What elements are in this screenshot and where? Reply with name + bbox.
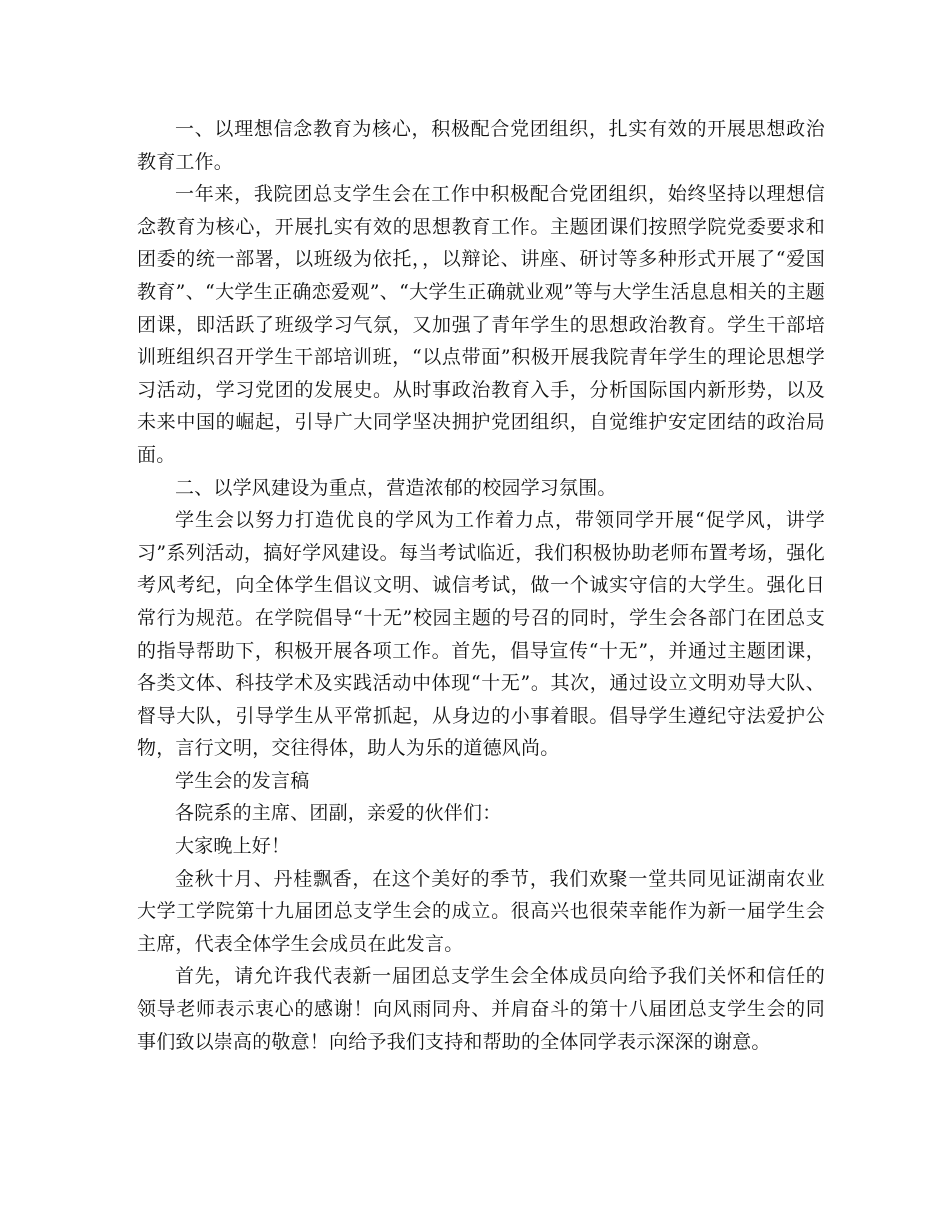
paragraph-heading-1: 一、以理想信念教育为核心，积极配合党团组织，扎实有效的开展思想政治教育工作。 xyxy=(137,118,825,173)
speech-title: 学生会的发言稿 xyxy=(175,769,310,792)
paragraph-heading-2: 二、以学风建设为重点，营造浓郁的校园学习氛围。 xyxy=(175,476,617,499)
document-body xyxy=(137,113,825,1058)
speech-paragraph-2: 首先，请允许我代表新一届团总支学生会全体成员向给予我们关怀和信任的领导老师表示衷心的感谢！向风雨同舟、并肩奋斗的第十八届团总支学生会的同事们致以崇高的敬意！向给予我们支持和帮助的全体同学表示深深的谢意。 xyxy=(137,965,825,1053)
paragraph-1: 一年来，我院团总支学生会在工作中积极配合党团组织，始终坚持以理想信念教育为核心，开展扎实有效的思想教育工作。主题团课们按照学院党委要求和团委的统一部署，以班级为依托，，以辩论、讲座、研讨等多种形式开展了“爱国教育”、“大学生正确恋爱观”、“大学生正确就业观”等与大学生活息息相关的主题团课，即活跃了班级学习气氛，又加强了青年学生的思想政治教育。学生干部培训班组织召开学生干部培训班，“以点带面”积极开展我院青年学生的理论思想学习活动，学习党团的发展史。从时事政治教育入手，分析国际国内新形势，以及未来中国的崛起，引导广大同学坚决拥护党团组织，自觉维护安定团结的政治局面。 xyxy=(137,183,825,466)
speech-greeting: 大家晚上好！ xyxy=(175,835,291,858)
paragraph-2: 学生会以努力打造优良的学风为工作着力点，带领同学开展“促学风，讲学习”系列活动，搞好学风建设。每当考试临近，我们积极协助老师布置考场，强化考风考纪，向全体学生倡议文明、诚信考试，做一个诚实守信的大学生。强化日常行为规范。在学院倡导“十无”校园主题的号召的同时，学生会各部门在团总支的指导帮助下，积极开展各项工作。首先，倡导宣传“十无”，并通过主题团课，各类文体、科技学术及实践活动中体现“十无”。其次，通过设立文明劝导大队、督导大队，引导学生从平常抓起，从身边的小事着眼。倡导学生遵纪守法爱护公物，言行文明，交往得体，助人为乐的道德风尚。 xyxy=(137,509,825,760)
speech-paragraph-1: 金秋十月、丹桂飘香，在这个美好的季节，我们欢聚一堂共同见证湖南农业大学工学院第十九届团总支学生会的成立。很高兴也很荣幸能作为新一届学生会主席，代表全体学生会成员在此发言。 xyxy=(137,867,825,955)
speech-salutation: 各院系的主席、团副，亲爱的伙伴们： xyxy=(175,802,502,825)
